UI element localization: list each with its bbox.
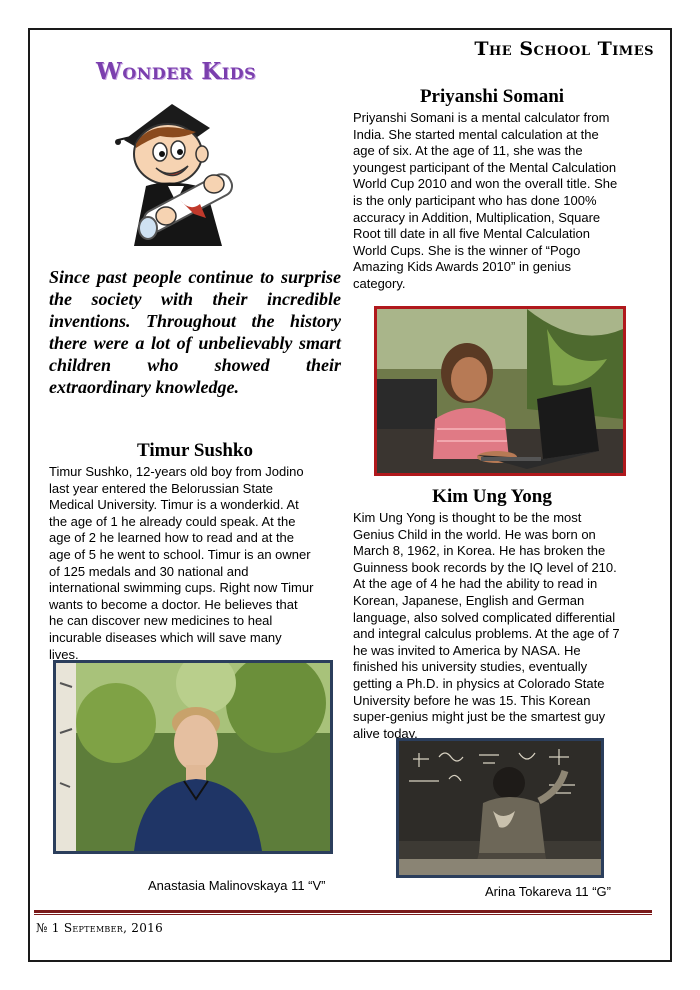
timur-photo xyxy=(53,660,333,854)
article-line: World Cups. She is the winner of “Pogo xyxy=(353,242,581,258)
article-line: Medical University. Timur is a wonderkid. At xyxy=(49,497,299,513)
article-line: age of six. At the age of 11, she was the xyxy=(353,143,583,159)
article-body xyxy=(353,110,642,293)
article-line: At the age of 4 he had the ability to read in xyxy=(353,576,598,592)
article-line: last year entered the Belorussian State xyxy=(49,480,274,496)
article-line: he was invited to America by NASA. He xyxy=(353,642,581,658)
article-line: of 125 medals and 30 national and xyxy=(49,563,249,579)
intro-paragraph: Since past people continue to surprise the society with their incredible inventions. Throughout the history there were a lot of unbelievably smart children who showed their extraordinary knowledge. xyxy=(49,267,341,397)
graduate-mascot-illustration xyxy=(110,88,260,248)
article-line: Root till date in all five Mental Calculation xyxy=(353,226,591,242)
article-line: age of 5 he went to school. Timur is an owner xyxy=(49,546,311,562)
article-line: youngest participant of the Mental Calculation xyxy=(353,159,617,175)
article-line: super-genius might just be the smartest guy xyxy=(353,709,606,725)
article-line: age of 2 he learned how to read and at the xyxy=(49,530,295,546)
article-line: he can discover new medicines to heal xyxy=(49,613,273,629)
masthead: The School Times xyxy=(474,38,654,60)
kim-photo xyxy=(396,738,604,878)
section-title: Wonder Kids xyxy=(96,58,257,85)
issue-date: № 1 September, 2016 xyxy=(36,921,164,935)
article-body xyxy=(353,510,643,742)
article-title: Timur Sushko xyxy=(136,440,253,461)
article-line: international swimming cups. Right now Timur xyxy=(49,580,314,596)
article-line: accuracy in Addition, Multiplication, Square xyxy=(353,209,601,225)
article-line: getting a Ph.D. in physics at Colorado State xyxy=(353,675,605,691)
article-line: incurable diseases which will save many xyxy=(49,629,282,645)
article-line: wants to become a doctor. He believes that xyxy=(49,596,298,612)
article-line: Priyanshi Somani is a mental calculator from xyxy=(353,110,610,125)
article-line: language, also solved complicated differential xyxy=(353,609,616,625)
article-line: alive today. xyxy=(353,725,418,741)
article-title: Kim Ung Yong xyxy=(432,486,552,507)
article-line: and integral calculus problems. At the age of 7 xyxy=(353,626,620,642)
article-line: the age of 1 he already could speak. At the xyxy=(49,513,296,529)
article-line: India. She started mental calculation at the xyxy=(353,126,599,142)
article-line: March 8, 1962, in Korea. He has broken the xyxy=(353,543,606,559)
article-line: University before he was 15. This Korean xyxy=(353,692,591,708)
priyanshi-photo xyxy=(374,306,626,476)
article-line: Amazing Kids Awards 2010” in genius xyxy=(353,259,571,275)
article-line: category. xyxy=(353,275,406,291)
article-line: lives. xyxy=(49,646,79,662)
article-title: Priyanshi Somani xyxy=(419,86,565,107)
article-line: Guinness book records by the IQ level of 210. xyxy=(353,559,617,575)
article-line: finished his university studies, eventually xyxy=(353,659,588,675)
footer-divider xyxy=(34,910,652,915)
article-line: is the only participant who has done 100% xyxy=(353,192,597,208)
article-line: Timur Sushko, 12-years old boy from Jodino xyxy=(49,464,304,479)
photo-credit-right: Arina Tokareva 11 “G” xyxy=(485,884,611,899)
article-line: Kim Ung Yong is thought to be the most xyxy=(353,510,582,525)
article-line: World Cup 2010 and won the overall title. She xyxy=(353,176,618,192)
article-line: Genius Child in the world. He was born on xyxy=(353,526,596,542)
article-line: Korean, Japanese, English and German xyxy=(353,592,585,608)
photo-credit-left: Anastasia Malinovskaya 11 “V” xyxy=(148,878,326,893)
article-body xyxy=(49,464,341,663)
